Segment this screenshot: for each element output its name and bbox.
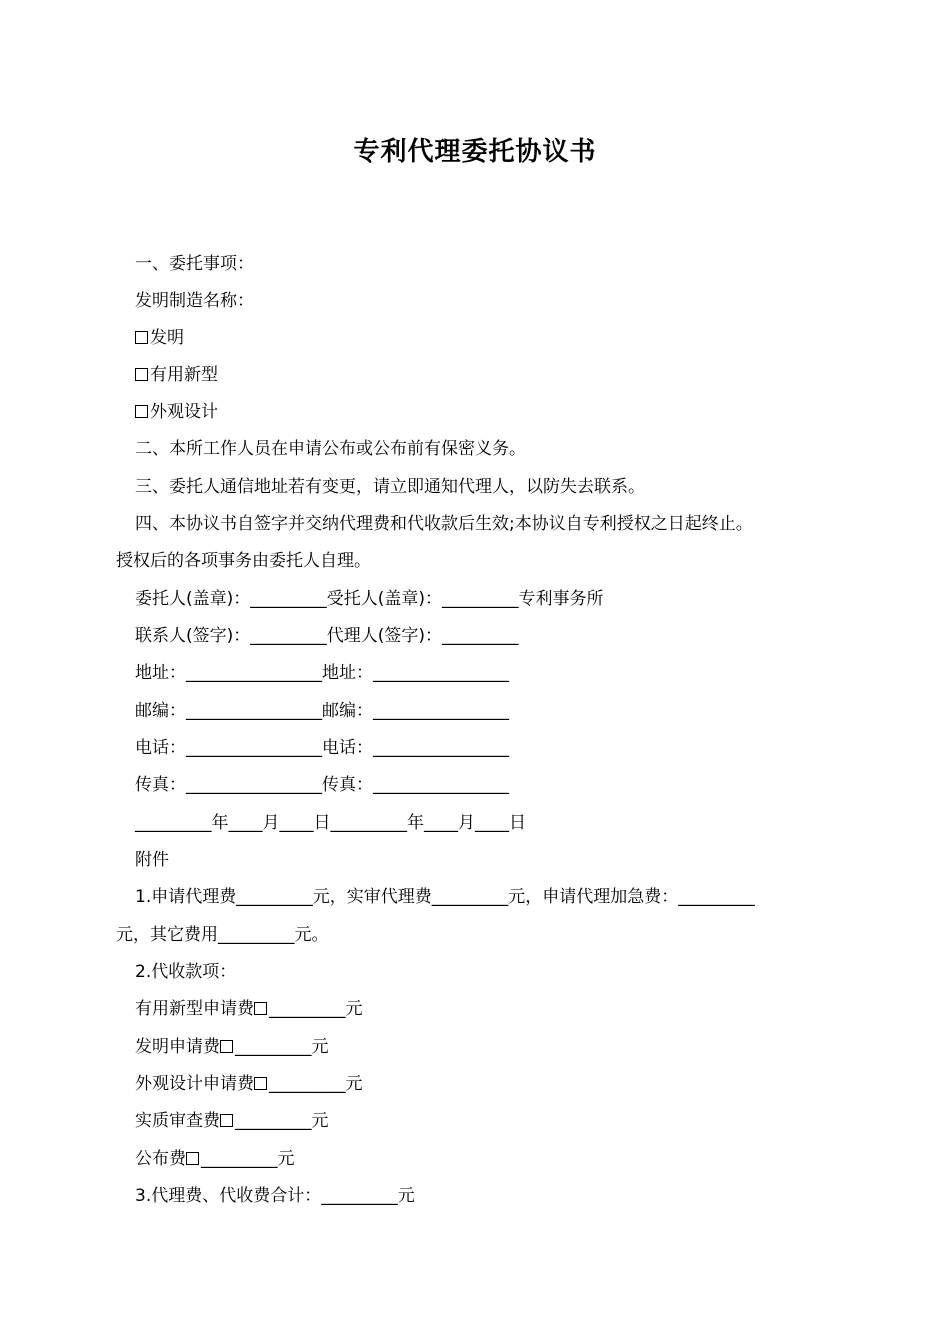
fee-invention-application: 发明申请费 _________元: [135, 1037, 329, 1057]
postcode-row: 邮编：________________邮编：________________: [135, 701, 509, 721]
checkbox-fee-design[interactable]: [254, 1077, 267, 1090]
checkbox-fee-utility[interactable]: [254, 1002, 267, 1015]
fee-design-application: 外观设计申请费 _________元: [135, 1074, 363, 1094]
date-row: _________年____月____日_________年____月____日: [135, 813, 526, 833]
checkbox-fee-exam[interactable]: [220, 1114, 233, 1127]
section-2-text: 二、本所工作人员在申请公布或公布前有保密义务。: [135, 439, 526, 459]
address-row: 地址：________________地址：________________: [135, 663, 509, 683]
section-1-heading: 一、委托事项：: [135, 254, 254, 274]
section-4-continuation: 授权后的各项事务由委托人自理。: [116, 551, 371, 571]
checkbox-fee-publication[interactable]: [186, 1152, 199, 1165]
fee-total: 3.代理费、代收费合计：_________元: [135, 1186, 415, 1206]
fee-utility-application: 有用新型申请费 _________元: [135, 999, 363, 1019]
fee-publication: 公布费 _________元: [135, 1149, 295, 1169]
invention-name-label: 发明制造名称：: [135, 291, 254, 311]
option-utility-model: 有用新型: [135, 363, 218, 387]
document-title: 专利代理委托协议书: [353, 137, 597, 167]
fee-item-2-heading: 2.代收款项：: [135, 962, 237, 982]
option-invention: 发明: [135, 326, 184, 350]
contact-signature-row: 联系人(签字)：_________代理人(签字)：_________: [135, 626, 519, 646]
checkbox-utility-model[interactable]: [135, 368, 148, 381]
option-design: 外观设计: [135, 400, 218, 424]
fee-item-1-continuation: 元，其它费用_________元。: [116, 925, 329, 945]
attachment-heading: 附件: [135, 850, 169, 870]
checkbox-invention[interactable]: [135, 331, 148, 344]
checkbox-fee-invention[interactable]: [220, 1040, 233, 1053]
section-4-text: 四、本协议书自签字并交纳代理费和代收款后生效;本协议自专利授权之日起终止。: [135, 514, 753, 534]
section-3-text: 三、委托人通信地址若有变更，请立即通知代理人，以防失去联系。: [135, 477, 645, 497]
checkbox-design[interactable]: [135, 405, 148, 418]
fax-row: 传真：________________传真：________________: [135, 775, 509, 795]
signature-seal-row: 委托人(盖章)：_________受托人(盖章)：_________专利事务所: [135, 589, 604, 609]
phone-row: 电话：________________电话：________________: [135, 738, 509, 758]
fee-item-1: 1.申请代理费_________元，实审代理费_________元，申请代理加急费：_________: [135, 887, 755, 907]
fee-substantive-exam: 实质审查费 _________元: [135, 1111, 329, 1131]
